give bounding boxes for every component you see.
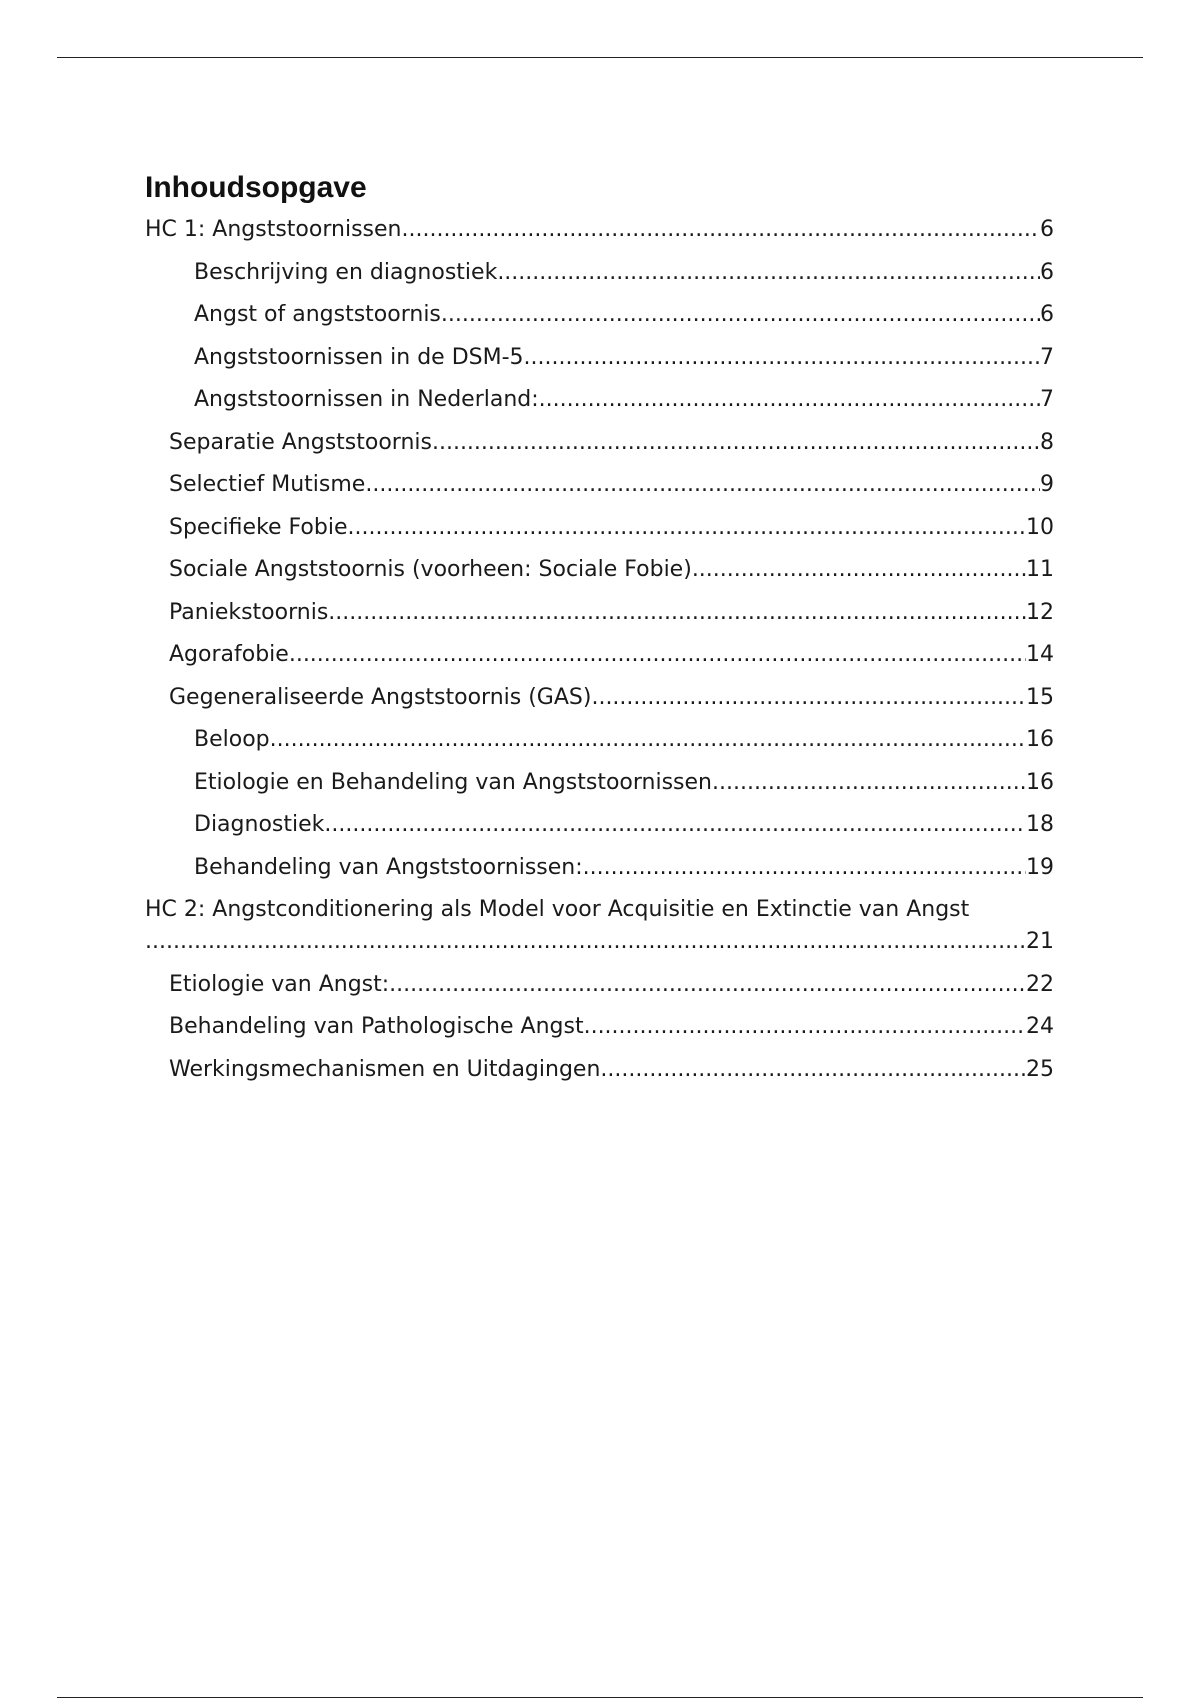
toc-dot-leader — [539, 384, 1040, 416]
toc-entry-label: Agorafobie — [169, 642, 289, 667]
toc-dot-leader — [591, 682, 1026, 714]
toc-entry-page: 14 — [1026, 642, 1054, 667]
toc-entry[interactable] — [145, 512, 1054, 544]
toc-entry-label: Etiologie en Behandeling van Angststoornissen — [194, 769, 712, 795]
toc-entry[interactable] — [145, 427, 1054, 459]
toc-entry-page: 25 — [1026, 1056, 1054, 1082]
toc-entry-label: Werkingsmechanismen en Uitdagingen — [169, 1056, 601, 1082]
toc-entry-page: 19 — [1026, 854, 1054, 880]
toc-dot-leader — [712, 767, 1026, 799]
toc-entry-page: 22 — [1026, 971, 1054, 997]
toc-entry-label: Angststoornissen in Nederland: — [194, 387, 539, 412]
toc-entry[interactable] — [145, 299, 1054, 331]
toc-entry[interactable] — [145, 384, 1054, 416]
toc-entry-page: 7 — [1040, 387, 1054, 412]
toc-dot-leader — [584, 1011, 1026, 1043]
toc-dot-leader — [365, 469, 1040, 501]
toc-entry-label: Behandeling van Pathologische Angst — [169, 1014, 584, 1039]
toc-entry-label: Beschrijving en diagnostiek — [194, 259, 498, 285]
toc-entry-label: HC 2: Angstconditionering als Model voor Acquisitie en Extinctie van Angst — [145, 897, 970, 922]
toc-entry-page: 8 — [1040, 429, 1054, 455]
toc-entry-label: Beloop — [194, 727, 270, 752]
toc-dot-leader — [583, 852, 1026, 884]
toc-entry[interactable] — [145, 639, 1054, 671]
toc-entry[interactable] — [145, 257, 1054, 289]
toc-entry-label: HC 1: Angststoornissen — [145, 217, 402, 242]
toc-entry-page: 10 — [1026, 514, 1054, 540]
header-rule — [57, 57, 1143, 58]
toc-entry[interactable] — [145, 469, 1054, 501]
toc-entry-page: 7 — [1040, 344, 1054, 370]
toc-entry-label: Diagnostiek — [194, 812, 325, 837]
table-of-contents — [145, 168, 1054, 1096]
toc-dot-leader — [432, 427, 1040, 459]
toc-entry[interactable] — [145, 724, 1054, 756]
toc-entry-page: 9 — [1040, 472, 1054, 497]
footer-rule — [57, 1697, 1143, 1698]
toc-entry-label: Angst of angststoornis — [194, 302, 441, 327]
toc-entry-label: Paniekstoornis — [169, 599, 329, 625]
toc-title: Inhoudsopgave — [145, 171, 367, 204]
toc-entry[interactable] — [145, 767, 1054, 799]
toc-dot-leader — [497, 257, 1040, 289]
toc-entry-page: 11 — [1026, 557, 1054, 582]
toc-entry[interactable] — [145, 809, 1054, 841]
toc-dot-leader — [524, 342, 1040, 374]
toc-entry[interactable] — [145, 1054, 1054, 1086]
toc-entry-page: 6 — [1040, 217, 1054, 242]
toc-entry-label: Etiologie van Angst: — [169, 971, 390, 997]
toc-entry-label: Specifieke Fobie — [169, 514, 348, 540]
toc-entry-page: 16 — [1026, 727, 1054, 752]
toc-dot-leader — [348, 512, 1027, 544]
toc-dot-leader — [401, 214, 1040, 246]
toc-entry-page: 15 — [1026, 684, 1054, 710]
toc-entry-label: Angststoornissen in de DSM-5 — [194, 344, 524, 370]
toc-dot-leader — [692, 554, 1026, 586]
toc-entry-page: 6 — [1040, 302, 1054, 327]
toc-entry-label: Gegeneraliseerde Angststoornis (GAS) — [169, 684, 592, 710]
toc-entry-page: 21 — [1026, 929, 1054, 954]
toc-dot-leader — [270, 724, 1026, 756]
toc-entry-page: 18 — [1026, 812, 1054, 837]
toc-entry-label: Separatie Angststoornis — [169, 429, 432, 455]
toc-entry-page: 24 — [1026, 1014, 1054, 1039]
toc-list — [145, 214, 1054, 1086]
toc-dot-leader — [289, 639, 1026, 671]
toc-entry[interactable] — [145, 682, 1054, 714]
toc-entry[interactable] — [145, 852, 1054, 884]
toc-entry[interactable] — [145, 894, 1054, 958]
toc-dot-leader — [441, 299, 1040, 331]
toc-entry-label: Behandeling van Angststoornissen: — [194, 854, 583, 880]
toc-entry-label: Sociale Angststoornis (voorheen: Sociale Fobie) — [169, 557, 692, 582]
toc-entry[interactable] — [145, 342, 1054, 374]
toc-entry[interactable] — [145, 214, 1054, 246]
toc-entry[interactable] — [145, 1011, 1054, 1043]
toc-entry[interactable] — [145, 969, 1054, 1001]
toc-entry[interactable] — [145, 597, 1054, 629]
toc-entry-label: Selectief Mutisme — [169, 472, 366, 497]
toc-entry[interactable] — [145, 554, 1054, 586]
toc-dot-leader — [328, 597, 1026, 629]
toc-dot-leader — [389, 969, 1026, 1001]
toc-entry-page: 12 — [1026, 599, 1054, 625]
toc-entry-page: 16 — [1026, 769, 1054, 795]
toc-entry-page: 6 — [1040, 259, 1054, 285]
toc-dot-leader — [145, 926, 1026, 958]
toc-dot-leader — [324, 809, 1026, 841]
toc-dot-leader — [600, 1054, 1026, 1086]
